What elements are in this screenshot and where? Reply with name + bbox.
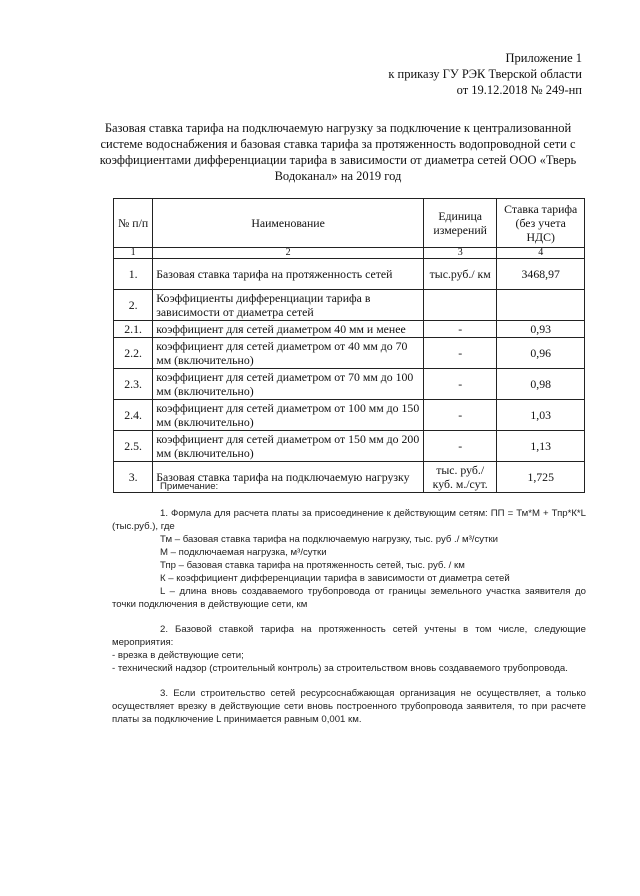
row-number: 2.: [114, 290, 153, 321]
table-row: [114, 431, 585, 462]
document-header: [352, 50, 582, 98]
row-rate: 1,725: [497, 462, 585, 493]
column-index: 4: [497, 248, 585, 259]
col-header-number: № п/п: [114, 199, 153, 248]
row-unit: тыс.руб./ км: [423, 259, 496, 290]
row-number: 1.: [114, 259, 153, 290]
row-name: коэффициент для сетей диаметром от 150 мм до 200 мм (включительно): [153, 431, 424, 462]
row-name: коэффициент для сетей диаметром от 70 мм до 100 мм (включительно): [153, 369, 424, 400]
table-row: [114, 321, 585, 338]
row-unit: -: [423, 321, 496, 338]
order-date-number: от 19.12.2018 № 249-нп: [456, 83, 582, 97]
table-row: [114, 338, 585, 369]
row-rate: 0,93: [497, 321, 585, 338]
note-def-m: М – подключаемая нагрузка, м³/сутки: [160, 547, 327, 558]
row-rate: 1,03: [497, 400, 585, 431]
note-formula: 1. Формула для расчета платы за присоединение к действующим сетям: ПП = Тм*М + Тпр*К*L (тыс.руб.), где: [112, 508, 586, 532]
note-measures: 2. Базовой ставкой тарифа на протяженность сетей учтены в том числе, следующие мероприятия:: [112, 624, 586, 648]
row-rate: 0,96: [497, 338, 585, 369]
row-name: Базовая ставка тарифа на подключаемую нагрузку: [153, 462, 424, 493]
note-measure-item: - врезка в действующие сети;: [112, 650, 244, 661]
table-header-row: [114, 199, 585, 248]
notes-title: Примечание:: [160, 481, 219, 492]
row-number: 2.1.: [114, 321, 153, 338]
col-header-rate: Ставка тарифа (без учета НДС): [497, 199, 585, 248]
tariff-table: [113, 198, 585, 493]
row-name: коэффициент для сетей диаметром от 40 мм до 70 мм (включительно): [153, 338, 424, 369]
note-measure-item: - технический надзор (строительный контроль) за строительством вновь создаваемого трубопровода.: [112, 663, 568, 674]
row-unit: [423, 290, 496, 321]
table-row: [114, 290, 585, 321]
table-row: [114, 369, 585, 400]
row-name: Базовая ставка тарифа на протяженность сетей: [153, 259, 424, 290]
col-header-name: Наименование: [153, 199, 424, 248]
row-rate: 1,13: [497, 431, 585, 462]
row-number: 3.: [114, 462, 153, 493]
row-name: коэффициент для сетей диаметром 40 мм и менее: [153, 321, 424, 338]
row-unit: -: [423, 369, 496, 400]
row-rate: [497, 290, 585, 321]
note-def-k: К – коэффициент дифференциации тарифа в зависимости от диаметра сетей: [160, 573, 510, 584]
column-index: 3: [423, 248, 496, 259]
note-def-tm: Тм – базовая ставка тарифа на подключаемую нагрузку, тыс. руб ./ м³/сутки: [160, 534, 499, 545]
appendix-label: Приложение 1: [505, 51, 582, 65]
row-number: 2.3.: [114, 369, 153, 400]
table-row: [114, 400, 585, 431]
note-connection: 3. Если строительство сетей ресурсоснабжающая организация не осуществляет, а только осуществляет врезку в действующие сети вновь построенного трубопровода заявителя, то при расчете платы за подключение L принимается равным 0,001 км.: [112, 688, 586, 725]
note-def-l: L – длина вновь создаваемого трубопровода от границы земельного участка заявителя до точки подключения в действующие сети, км: [112, 586, 586, 610]
table-row: [114, 259, 585, 290]
row-number: 2.4.: [114, 400, 153, 431]
row-number: 2.2.: [114, 338, 153, 369]
document-title: Базовая ставка тарифа на подключаемую нагрузку за подключение к централизованной системе водоснабжения и базовая ставка тарифа за протяженность водопроводной сети с коэффициентами дифференциации тарифа в зависимости от диаметра сетей ООО «Тверь Водоканал» на 2019 год: [99, 121, 577, 183]
row-rate: 0,98: [497, 369, 585, 400]
row-number: 2.5.: [114, 431, 153, 462]
row-unit: -: [423, 400, 496, 431]
note-def-tpr: Тпр – базовая ставка тарифа на протяженность сетей, тыс. руб. / км: [160, 560, 465, 571]
column-index-row: [114, 248, 585, 259]
row-unit: -: [423, 431, 496, 462]
column-index: 1: [114, 248, 153, 259]
row-name: Коэффициенты дифференциации тарифа в зависимости от диаметра сетей: [153, 290, 424, 321]
column-index: 2: [153, 248, 424, 259]
row-unit: -: [423, 338, 496, 369]
notes-section: [112, 480, 586, 726]
row-name: коэффициент для сетей диаметром от 100 мм до 150 мм (включительно): [153, 400, 424, 431]
row-unit: тыс. руб./ куб. м./сут.: [423, 462, 496, 493]
order-reference: к приказу ГУ РЭК Тверской области: [388, 67, 582, 81]
row-rate: 3468,97: [497, 259, 585, 290]
col-header-unit: Единица измерений: [423, 199, 496, 248]
